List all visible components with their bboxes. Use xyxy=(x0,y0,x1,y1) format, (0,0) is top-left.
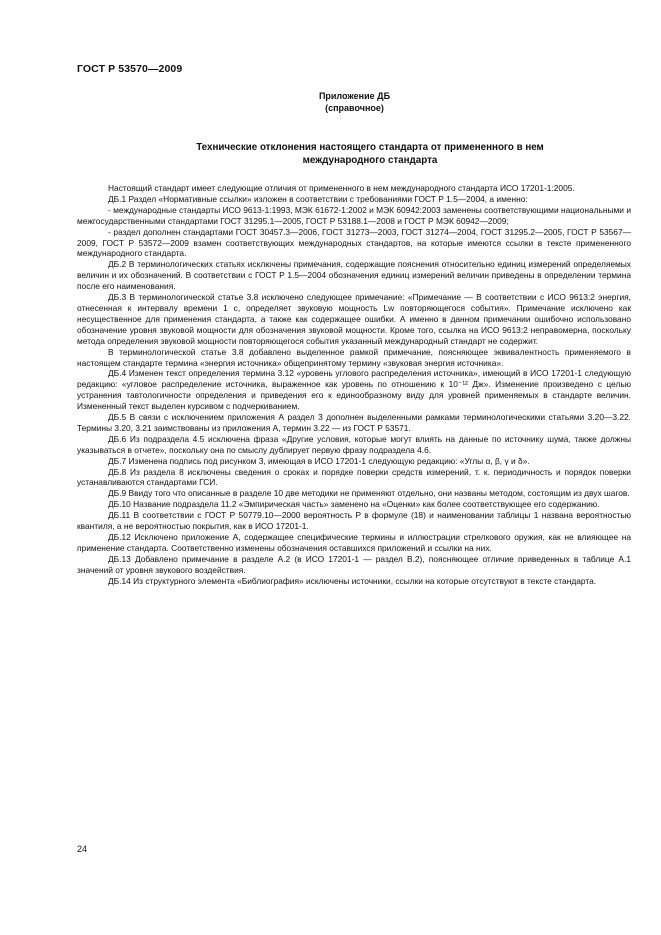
document-body xyxy=(77,183,631,587)
paragraph: ДБ.4 Изменен текст определения термина 3.12 «уровень углового распределения источника», имеющий в ИСО 17201-1 следующую редакцию: «угловое распределение источника, выраженное как уровень по отношению к 10⁻¹² Дж». Изменение произведено с целью устранения тавтологичности определения и приведения его к единообразному виду для уровней применяемых в стандарте величин. Измененный текст выделен курсивом с подчеркиванием. xyxy=(77,368,631,412)
annex-kind: (справочное) xyxy=(325,103,384,113)
paragraph: ДБ.1 Раздел «Нормативные ссылки» изложен в соответствии с требованиями ГОСТ Р 1.5—2004, а именно: xyxy=(108,193,528,204)
paragraph: ДБ.9 Ввиду того что описанные в разделе 10 две методики не применяют отдельно, они названы методом, состоящим из двух шагов. xyxy=(108,488,630,499)
annex-title xyxy=(110,141,630,167)
paragraph: Настоящий стандарт имеет следующие отличия от примененного в нем международного стандарта ИСО 17201-1:2005. xyxy=(108,183,575,193)
paragraph: ДБ.7 Изменена подпись под рисунком 3, имеющая в ИСО 17201-1 следующую редакцию: «Углы α, β, γ и δ». xyxy=(108,455,530,466)
paragraph: ДБ.2 В терминологических статьях исключены примечания, содержащие пояснения относительно единиц измерений определяемых величин и их обозначений. В соответствии с ГОСТ Р 1.5—2004 обозначения единиц измерений величин приведены в определении термина после его наименования. xyxy=(77,259,631,292)
paragraph: ДБ.12 Исключено приложение А, содержащее специфические термины и иллюстрации стрелкового оружия, как не влияющее на применение стандарта. Соответственно изменены обозначения оставшихся приложений и ссылки на них. xyxy=(77,532,631,553)
paragraph: ДБ.10 Название подраздела 11.2 «Эмпирическая часть» заменено на «Оценки» как более соответствующее его содержанию. xyxy=(108,499,600,510)
document-header: ГОСТ Р 53570—2009 xyxy=(77,63,183,75)
annex-title-line-2: международного стандарта xyxy=(302,155,438,166)
paragraph: ДБ.11 В соответствии с ГОСТ Р 50779.10—2000 вероятность P в формуле (18) и наименовании таблицы 1 названа вероятностью квантиля, а не вероятностью покрытия, как в ИСО 17201-1. xyxy=(77,510,631,532)
paragraph: ДБ.5 В связи с исключением приложения А раздел 3 дополнен выделенными рамками терминологическими статьями 3.20—3.22. Термины 3.20, 3.21 заимствованы из приложения А, термин 3.22 — из ГОСТ Р 53571. xyxy=(77,412,631,433)
paragraph: ДБ.8 Из раздела 8 исключены сведения о сроках и порядке поверки средств измерений, т. к. периодичность и порядок поверки устанавливаются стандартами ГСИ. xyxy=(77,466,631,488)
annex-title-line-1: Технические отклонения настоящего стандарта от примененного в нем xyxy=(196,142,544,153)
annex-name: Приложение ДБ xyxy=(318,91,391,101)
paragraph: - международные стандарты ИСО 9613-1:1993, МЭК 61672-1:2002 и МЭК 60942:2003 заменены соответствующими национальными и межгосударственными стандартами ГОСТ 31295.1—2005, ГОСТ Р 53188.1—2008 и ГОСТ Р МЭК 60942—2009; xyxy=(77,204,631,226)
paragraph: В терминологической статье 3.8 добавлено выделенное рамкой примечание, поясняющее эквивалентность применяемого в настоящем стандарте термина «энергия источника» общепринятому термину «звуковая энергия источника». xyxy=(77,346,631,368)
annex-heading xyxy=(0,90,661,114)
paragraph: ДБ.6 Из подраздела 4.5 исключена фраза «Другие условия, которые могут влиять на данные по источнику шума, также должны указываться в отчете», поскольку она по смыслу дублирует первую фразу подраздела 4.6. xyxy=(77,433,631,455)
paragraph: ДБ.3 В терминологической статье 3.8 исключено следующее примечание: «Примечание — В соответствии с ИСО 9613:2 энергия, отнесенная к интервалу времени 1 с, определяет звуковую мощность Lw повторяющегося события». Примечание исключено как несущественное для применения стандарта, а также как содержащее ошибки. А именно в данном примечании ошибочно использовано обозначение уровня звуковой мощности для обозначения звуковой мощности. Кроме того, ссылка на ИСО 9613:2 неправомерна, поскольку метода определения звуковой мощности повторяющегося события указанный международный стандарт не содержит. xyxy=(77,292,631,346)
paragraph: - раздел дополнен стандартами ГОСТ 30457.3—2006, ГОСТ 31273—2003, ГОСТ 31274—2004, ГОСТ 31295.2—2005, ГОСТ Р 53567—2009, ГОСТ Р 53572—2009 взамен соответствующих международных стандартов, на которые имеются ссылки в тексте примененного международного стандарта. xyxy=(77,226,631,259)
paragraph: ДБ.13 Добавлено примечание в разделе А.2 (в ИСО 17201-1 — раздел В.2), поясняющее отличие приведенных в таблице А.1 значений от уровня звукового воздействия. xyxy=(77,553,631,575)
page-number: 24 xyxy=(77,844,88,854)
paragraph: ДБ.14 Из структурного элемента «Библиография» исключены источники, ссылки на которые отсутствуют в тексте стандарта. xyxy=(108,575,597,586)
